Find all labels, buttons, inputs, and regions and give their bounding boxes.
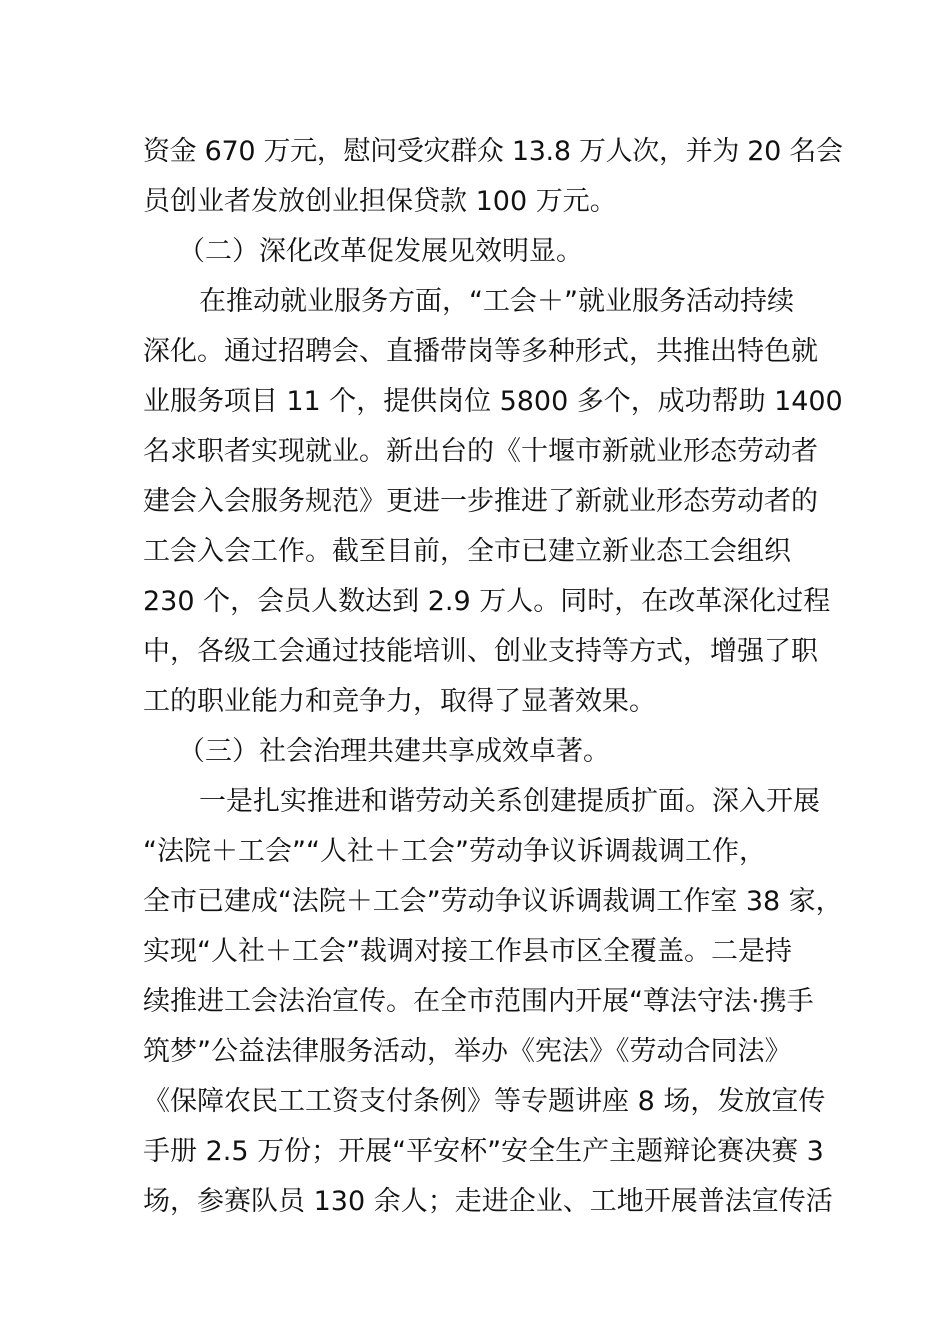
document-body — [143, 127, 843, 1227]
body-line: 场，参赛队员 130 余人；走进企业、工地开展普法宣传活 — [143, 1186, 833, 1217]
body-line: 230 个，会员人数达到 2.9 万人。同时，在改革深化过程 — [143, 586, 831, 617]
body-line: 名求职者实现就业。新出台的《十堰市新就业形态劳动者 — [143, 436, 818, 467]
body-line: 筑梦”公益法律服务活动，举办《宪法》《劳动合同法》 — [143, 1036, 792, 1067]
body-line: 全市已建成“法院＋工会”劳动争议诉调裁调工作室 38 家， — [143, 886, 843, 917]
body-line: 业服务项目 11 个，提供岗位 5800 多个，成功帮助 1400 — [143, 386, 843, 417]
body-line: 资金 670 万元，慰问受灾群众 13.8 万人次，并为 20 名会 — [143, 136, 843, 167]
body-line: 续推进工会法治宣传。在全市范围内开展“尊法守法·携手 — [143, 986, 814, 1017]
body-line: 手册 2.5 万份；开展“平安杯”安全生产主题辩论赛决赛 3 — [143, 1136, 824, 1167]
body-line: “法院＋工会”“人社＋工会”劳动争议诉调裁调工作， — [143, 836, 766, 867]
body-line: 中，各级工会通过技能培训、创业支持等方式，增强了职 — [143, 636, 818, 667]
body-line: 工的职业能力和竞争力，取得了显著效果。 — [143, 686, 656, 717]
paragraph-first-line: 在推动就业服务方面，“工会＋”就业服务活动持续 — [199, 286, 794, 317]
section-heading: （三）社会治理共建共享成效卓著。 — [178, 736, 610, 767]
paragraph-first-line: 一是扎实推进和谐劳动关系创建提质扩面。深入开展 — [199, 786, 820, 817]
body-line: 实现“人社＋工会”裁调对接工作县市区全覆盖。二是持 — [143, 936, 792, 967]
body-line: 建会入会服务规范》更进一步推进了新就业形态劳动者的 — [143, 486, 818, 517]
body-line: 深化。通过招聘会、直播带岗等多种形式，共推出特色就 — [143, 336, 818, 367]
section-heading: （二）深化改革促发展见效明显。 — [178, 236, 583, 267]
body-line: 工会入会工作。截至目前，全市已建立新业态工会组织 — [143, 536, 791, 567]
body-line: 《保障农民工工资支付条例》等专题讲座 8 场，发放宣传 — [143, 1086, 826, 1117]
body-line: 员创业者发放创业担保贷款 100 万元。 — [143, 186, 617, 217]
